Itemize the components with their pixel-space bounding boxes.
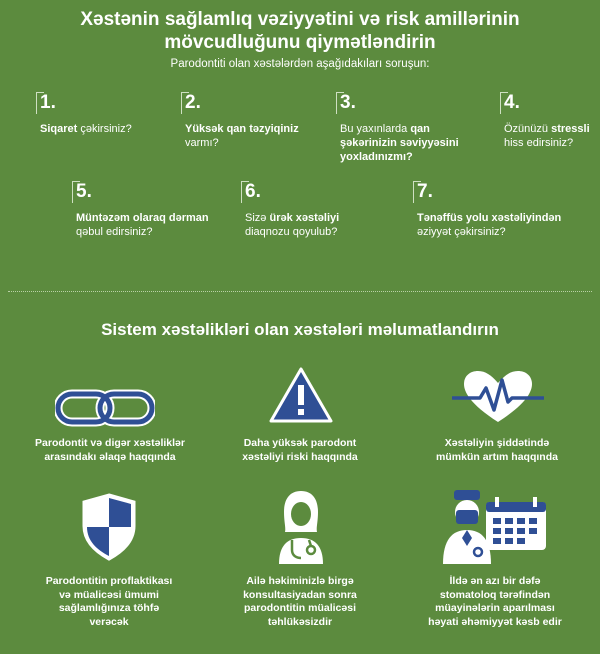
card-label-line: verəcək [89, 615, 129, 628]
card-label [14, 575, 204, 629]
doctor-icon [275, 488, 327, 564]
card-label-line: arasındakı əlaqə haqqında [44, 450, 176, 463]
question-6 [241, 181, 371, 239]
question-text [500, 122, 598, 150]
question-number: 2. [185, 92, 201, 113]
question-text [336, 122, 471, 164]
chain-link-icon [55, 388, 155, 428]
card-label [15, 437, 205, 464]
card-label-line: stomatoloq tərəfindən [439, 588, 551, 601]
question-pre: Bu yaxınlarda [340, 123, 411, 135]
main-title [0, 8, 600, 54]
card-label-line: xəstəliyi riski haqqında [242, 450, 358, 463]
subtitle: Parodontiti olan xəstələrdən aşağıdakıları soruşun: [170, 58, 430, 70]
card-label-line: təhlükəsizdir [267, 615, 333, 628]
question-bold: qan şəkərinizin səviyyəsini yoxladınızmı? [340, 123, 459, 163]
dentist-calendar-icon [440, 488, 550, 564]
question-bold: stressli [551, 123, 590, 135]
question-4 [500, 92, 598, 150]
info-card-2 [205, 437, 395, 464]
question-bold: Siqaret [40, 123, 78, 135]
question-text [241, 211, 371, 239]
card-label-line: İldə ən azı bir dəfə [449, 575, 541, 587]
section-divider [8, 291, 592, 292]
warning-triangle-icon [268, 366, 334, 424]
question-bold: Müntəzəm olaraq dərman [76, 212, 209, 224]
question-text [36, 122, 166, 136]
card-label-line: sağlamlığınıza töhfə [58, 602, 160, 614]
info-card-5 [205, 575, 395, 629]
question-bold: ürək xəstəliyi [269, 212, 340, 224]
card-label-line: müayinələrin aparılması [435, 602, 555, 614]
shield-icon [80, 492, 138, 562]
question-bold: Yüksək qan təzyiqiniz [185, 123, 299, 135]
question-bold: Tənəffüs yolu xəstəliyindən [417, 212, 562, 224]
card-label-line: Parodontitin proflaktikası [45, 575, 173, 587]
heart-pulse-icon [450, 368, 546, 426]
question-text [413, 211, 573, 239]
card-label-line: Daha yüksək parodont [243, 437, 357, 449]
main-title-line1: Xəstənin sağlamlıq vəziyyətini və risk amillərinin [80, 9, 520, 30]
card-label-line: həyati əhəmiyyət kəsb edir [428, 615, 562, 628]
question-bracket [241, 181, 249, 203]
question-rest: hiss edirsiniz? [504, 137, 574, 149]
info-card-3 [402, 437, 592, 464]
question-1 [36, 92, 166, 136]
card-label-line: Xəstəliyin şiddətində [444, 437, 550, 449]
question-number: 4. [504, 92, 520, 113]
info-card-4 [14, 575, 204, 629]
card-label-line: konsultasiyadan sonra [243, 588, 357, 601]
question-3 [336, 92, 471, 164]
question-5 [72, 181, 232, 239]
question-number: 6. [245, 181, 261, 202]
question-rest: əziyyət çəkirsiniz? [417, 226, 506, 238]
question-bracket [181, 92, 189, 114]
card-label [402, 437, 592, 464]
card-label [205, 437, 395, 464]
question-number: 1. [40, 92, 56, 113]
section-title: Sistem xəstəlikləri olan xəstələri məlumatlandırın [101, 320, 499, 339]
question-text [72, 211, 232, 239]
info-card-6 [400, 575, 590, 629]
card-label-line: mümkün artım haqqında [436, 450, 558, 463]
card-label [400, 575, 590, 629]
question-text [181, 122, 321, 150]
card-label-line: Ailə həkiminizlə birgə [246, 575, 354, 587]
question-rest: qəbul edirsiniz? [76, 226, 153, 238]
card-label [205, 575, 395, 629]
main-title-line2: mövcudluğunu qiymətləndirin [164, 32, 436, 53]
question-number: 5. [76, 181, 92, 202]
question-rest: varmı? [185, 137, 219, 149]
question-2 [181, 92, 321, 150]
question-number: 7. [417, 181, 433, 202]
question-bracket [336, 92, 344, 114]
question-pre: Özünüzü [504, 123, 552, 135]
question-7 [413, 181, 573, 239]
info-card-1 [15, 437, 205, 464]
question-bracket [36, 92, 44, 114]
question-rest: çəkirsiniz? [77, 123, 132, 135]
question-bracket [72, 181, 80, 203]
card-label-line: parodontitin müalicəsi [243, 602, 356, 614]
card-label-line: Parodontit və digər xəstəliklər [35, 437, 185, 449]
question-bracket [500, 92, 508, 114]
card-label-line: və müalicəsi ümumi [59, 588, 159, 601]
question-rest: diaqnozu qoyulub? [245, 226, 338, 238]
question-number: 3. [340, 92, 356, 113]
question-pre: Sizə [245, 212, 270, 224]
question-bracket [413, 181, 421, 203]
